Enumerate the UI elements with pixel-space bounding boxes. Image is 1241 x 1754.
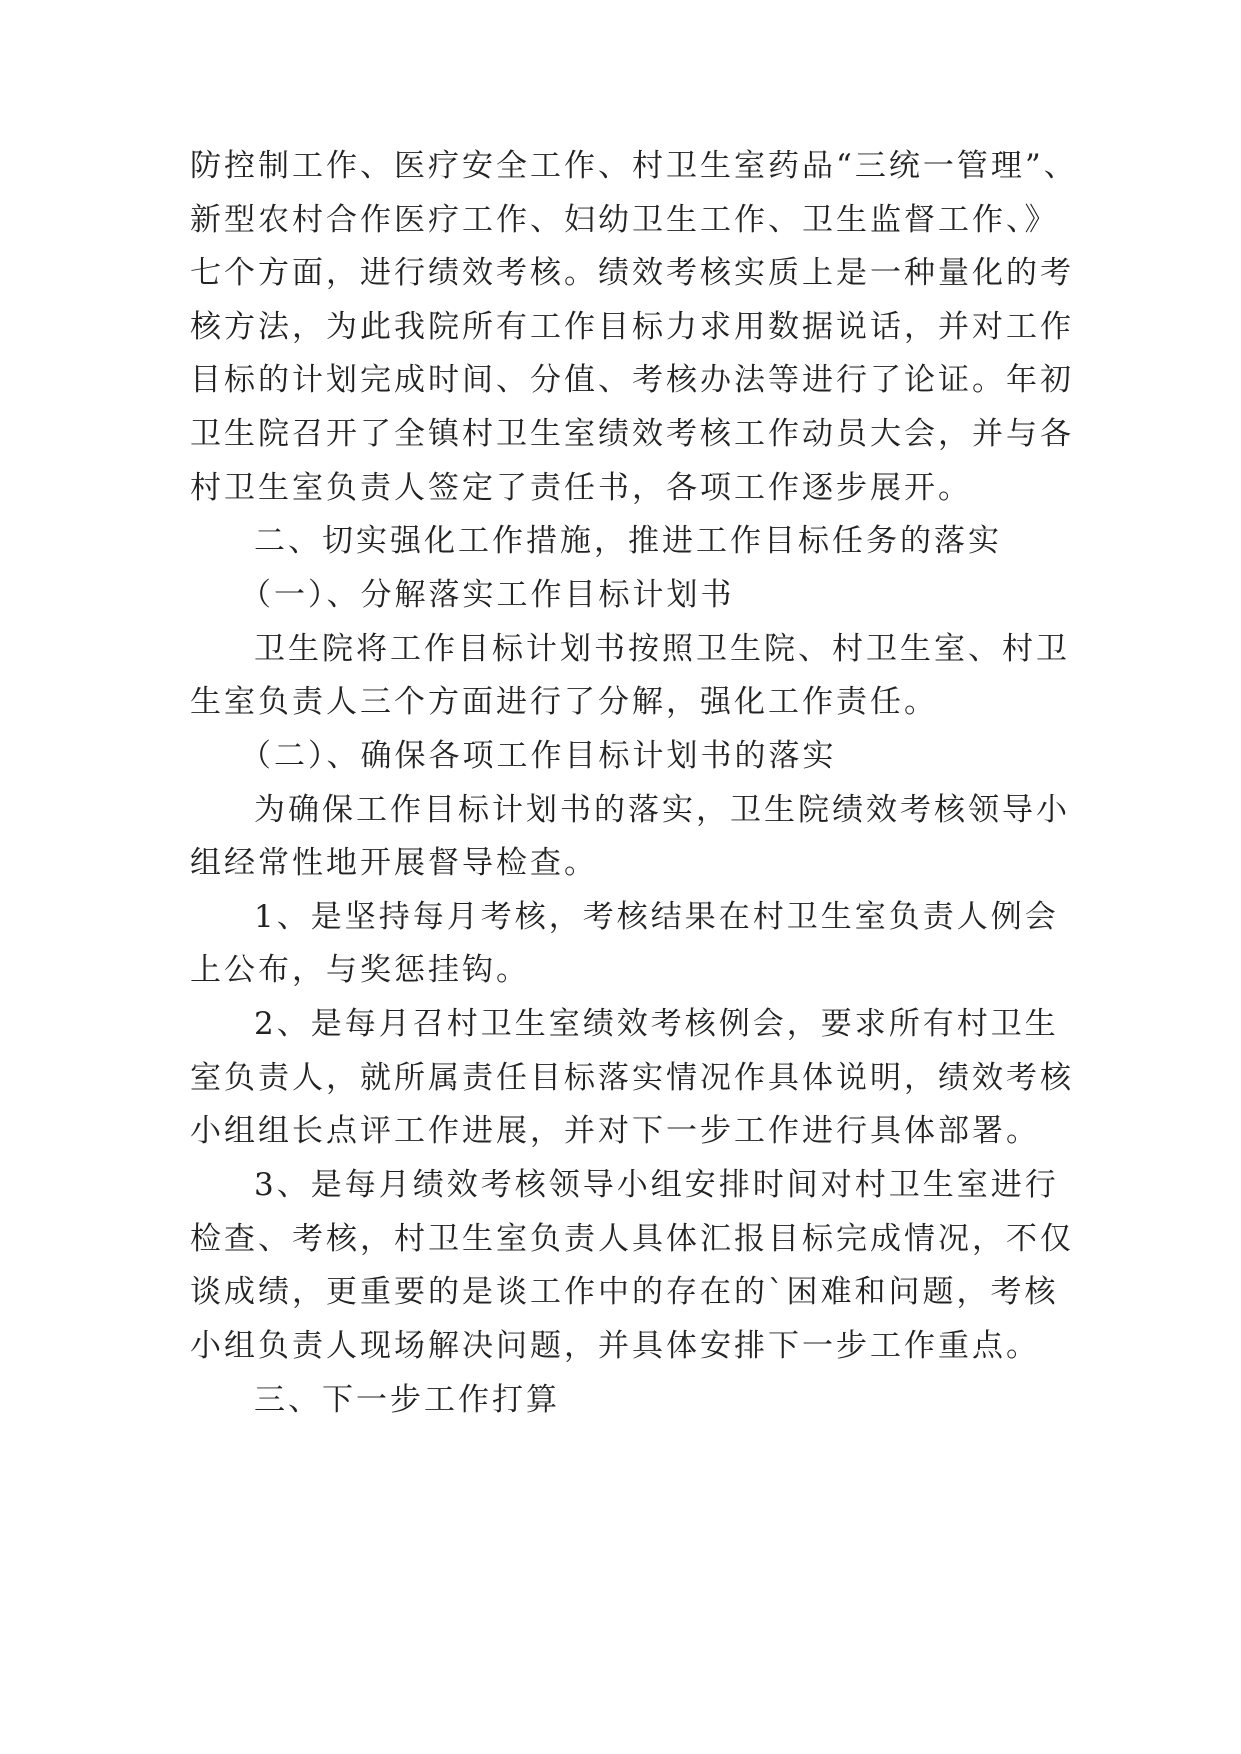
subsection-heading: （一）、分解落实工作目标计划书 bbox=[240, 577, 735, 613]
text-line: 上公布，与奖惩挂钩。 bbox=[190, 952, 530, 988]
text-line: 目标的计划完成时间、分值、考核办法等进行了论证。年初 bbox=[190, 362, 1074, 398]
text-line: 新型农村合作医疗工作、妇幼卫生工作、卫生监督工作、》 bbox=[190, 202, 1059, 238]
text-line: 检查、考核，村卫生室负责人具体汇报目标完成情况，不仅 bbox=[190, 1221, 1074, 1257]
section-heading: 二、切实强化工作措施，推进工作目标任务的落实 bbox=[254, 523, 1002, 559]
text-line: 生室负责人三个方面进行了分解，强化工作责任。 bbox=[190, 684, 938, 720]
list-item-line: 3、是每月绩效考核领导小组安排时间对村卫生室进行 bbox=[254, 1167, 1059, 1203]
text-line: 室负责人，就所属责任目标落实情况作具体说明，绩效考核 bbox=[190, 1060, 1074, 1096]
text-line: 谈成绩，更重要的是谈工作中的存在的`困难和问题，考核 bbox=[190, 1274, 1059, 1310]
text-line: 七个方面，进行绩效考核。绩效考核实质上是一种量化的考 bbox=[190, 255, 1074, 291]
list-item-line: 1、是坚持每月考核，考核结果在村卫生室负责人例会 bbox=[254, 899, 1059, 935]
text-line: 卫生院将工作目标计划书按照卫生院、村卫生室、村卫 bbox=[254, 631, 1070, 667]
text-line: 卫生院召开了全镇村卫生室绩效考核工作动员大会，并与各 bbox=[190, 416, 1074, 452]
section-heading: 三、下一步工作打算 bbox=[254, 1382, 560, 1418]
text-line: 防控制工作、医疗安全工作、村卫生室药品“三统一管理”、 bbox=[190, 148, 1078, 184]
text-line: 组经常性地开展督导检查。 bbox=[190, 845, 598, 881]
text-line: 小组负责人现场解决问题，并具体安排下一步工作重点。 bbox=[190, 1328, 1040, 1364]
text-line: 核方法，为此我院所有工作目标力求用数据说话，并对工作 bbox=[190, 309, 1074, 345]
text-line: 小组组长点评工作进展，并对下一步工作进行具体部署。 bbox=[190, 1113, 1040, 1149]
subsection-heading: （二）、确保各项工作目标计划书的落实 bbox=[240, 738, 837, 774]
text-line: 村卫生室负责人签定了责任书，各项工作逐步展开。 bbox=[190, 470, 972, 506]
list-item-line: 2、是每月召村卫生室绩效考核例会，要求所有村卫生 bbox=[254, 1006, 1059, 1042]
text-line: 为确保工作目标计划书的落实，卫生院绩效考核领导小 bbox=[254, 792, 1070, 828]
